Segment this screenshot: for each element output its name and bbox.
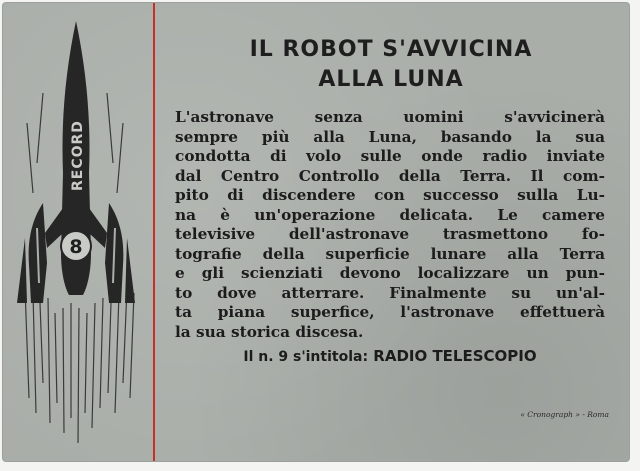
description-line: na è un'operazione delicata. Le camere [175, 205, 605, 224]
description-line: to dove atterrare. Finalmente su un'al- [175, 283, 605, 302]
rocket-logo-icon [3, 3, 153, 461]
description-line: dal Centro Controllo della Terra. Il com- [175, 166, 605, 185]
vertical-rule [153, 3, 155, 461]
card-title-line1: IL ROBOT S'AVVICINA [249, 37, 533, 62]
card-title-line2: ALLA LUNA [318, 67, 464, 92]
card-description [175, 108, 605, 342]
description-line: la sua storica discesa. [175, 322, 364, 341]
description-line: televisive dell'astronave trasmettono fo- [175, 225, 605, 243]
svg-text:RECORD: RECORD [70, 120, 86, 191]
description-line: tografie della superficie lunare alla Terra [175, 244, 605, 263]
next-card-notice [175, 347, 605, 365]
publisher-imprint: « Cronograph » - Roma [520, 410, 609, 419]
next-card-prefix: Il n. 9 s'intitola: [243, 349, 369, 365]
record-logo-panel [3, 3, 153, 461]
description-line: pito di discendere con successo sulla Lu- [175, 186, 605, 204]
description-line: sempre più alla Luna, basando la sua [175, 127, 605, 146]
description-line: L'astronave senza uomini s'avvicinerà [175, 108, 605, 126]
description-line: condotta di volo sulle onde radio inviate [175, 147, 605, 165]
trading-card [3, 3, 629, 461]
next-card-title: RADIO TELESCOPIO [373, 347, 537, 365]
description-line: ta piana superfice, l'astronave effettuerà [175, 303, 605, 321]
card-number: 8 [69, 236, 83, 258]
description-line: e gli scienziati devono localizzare un pun- [175, 264, 605, 282]
